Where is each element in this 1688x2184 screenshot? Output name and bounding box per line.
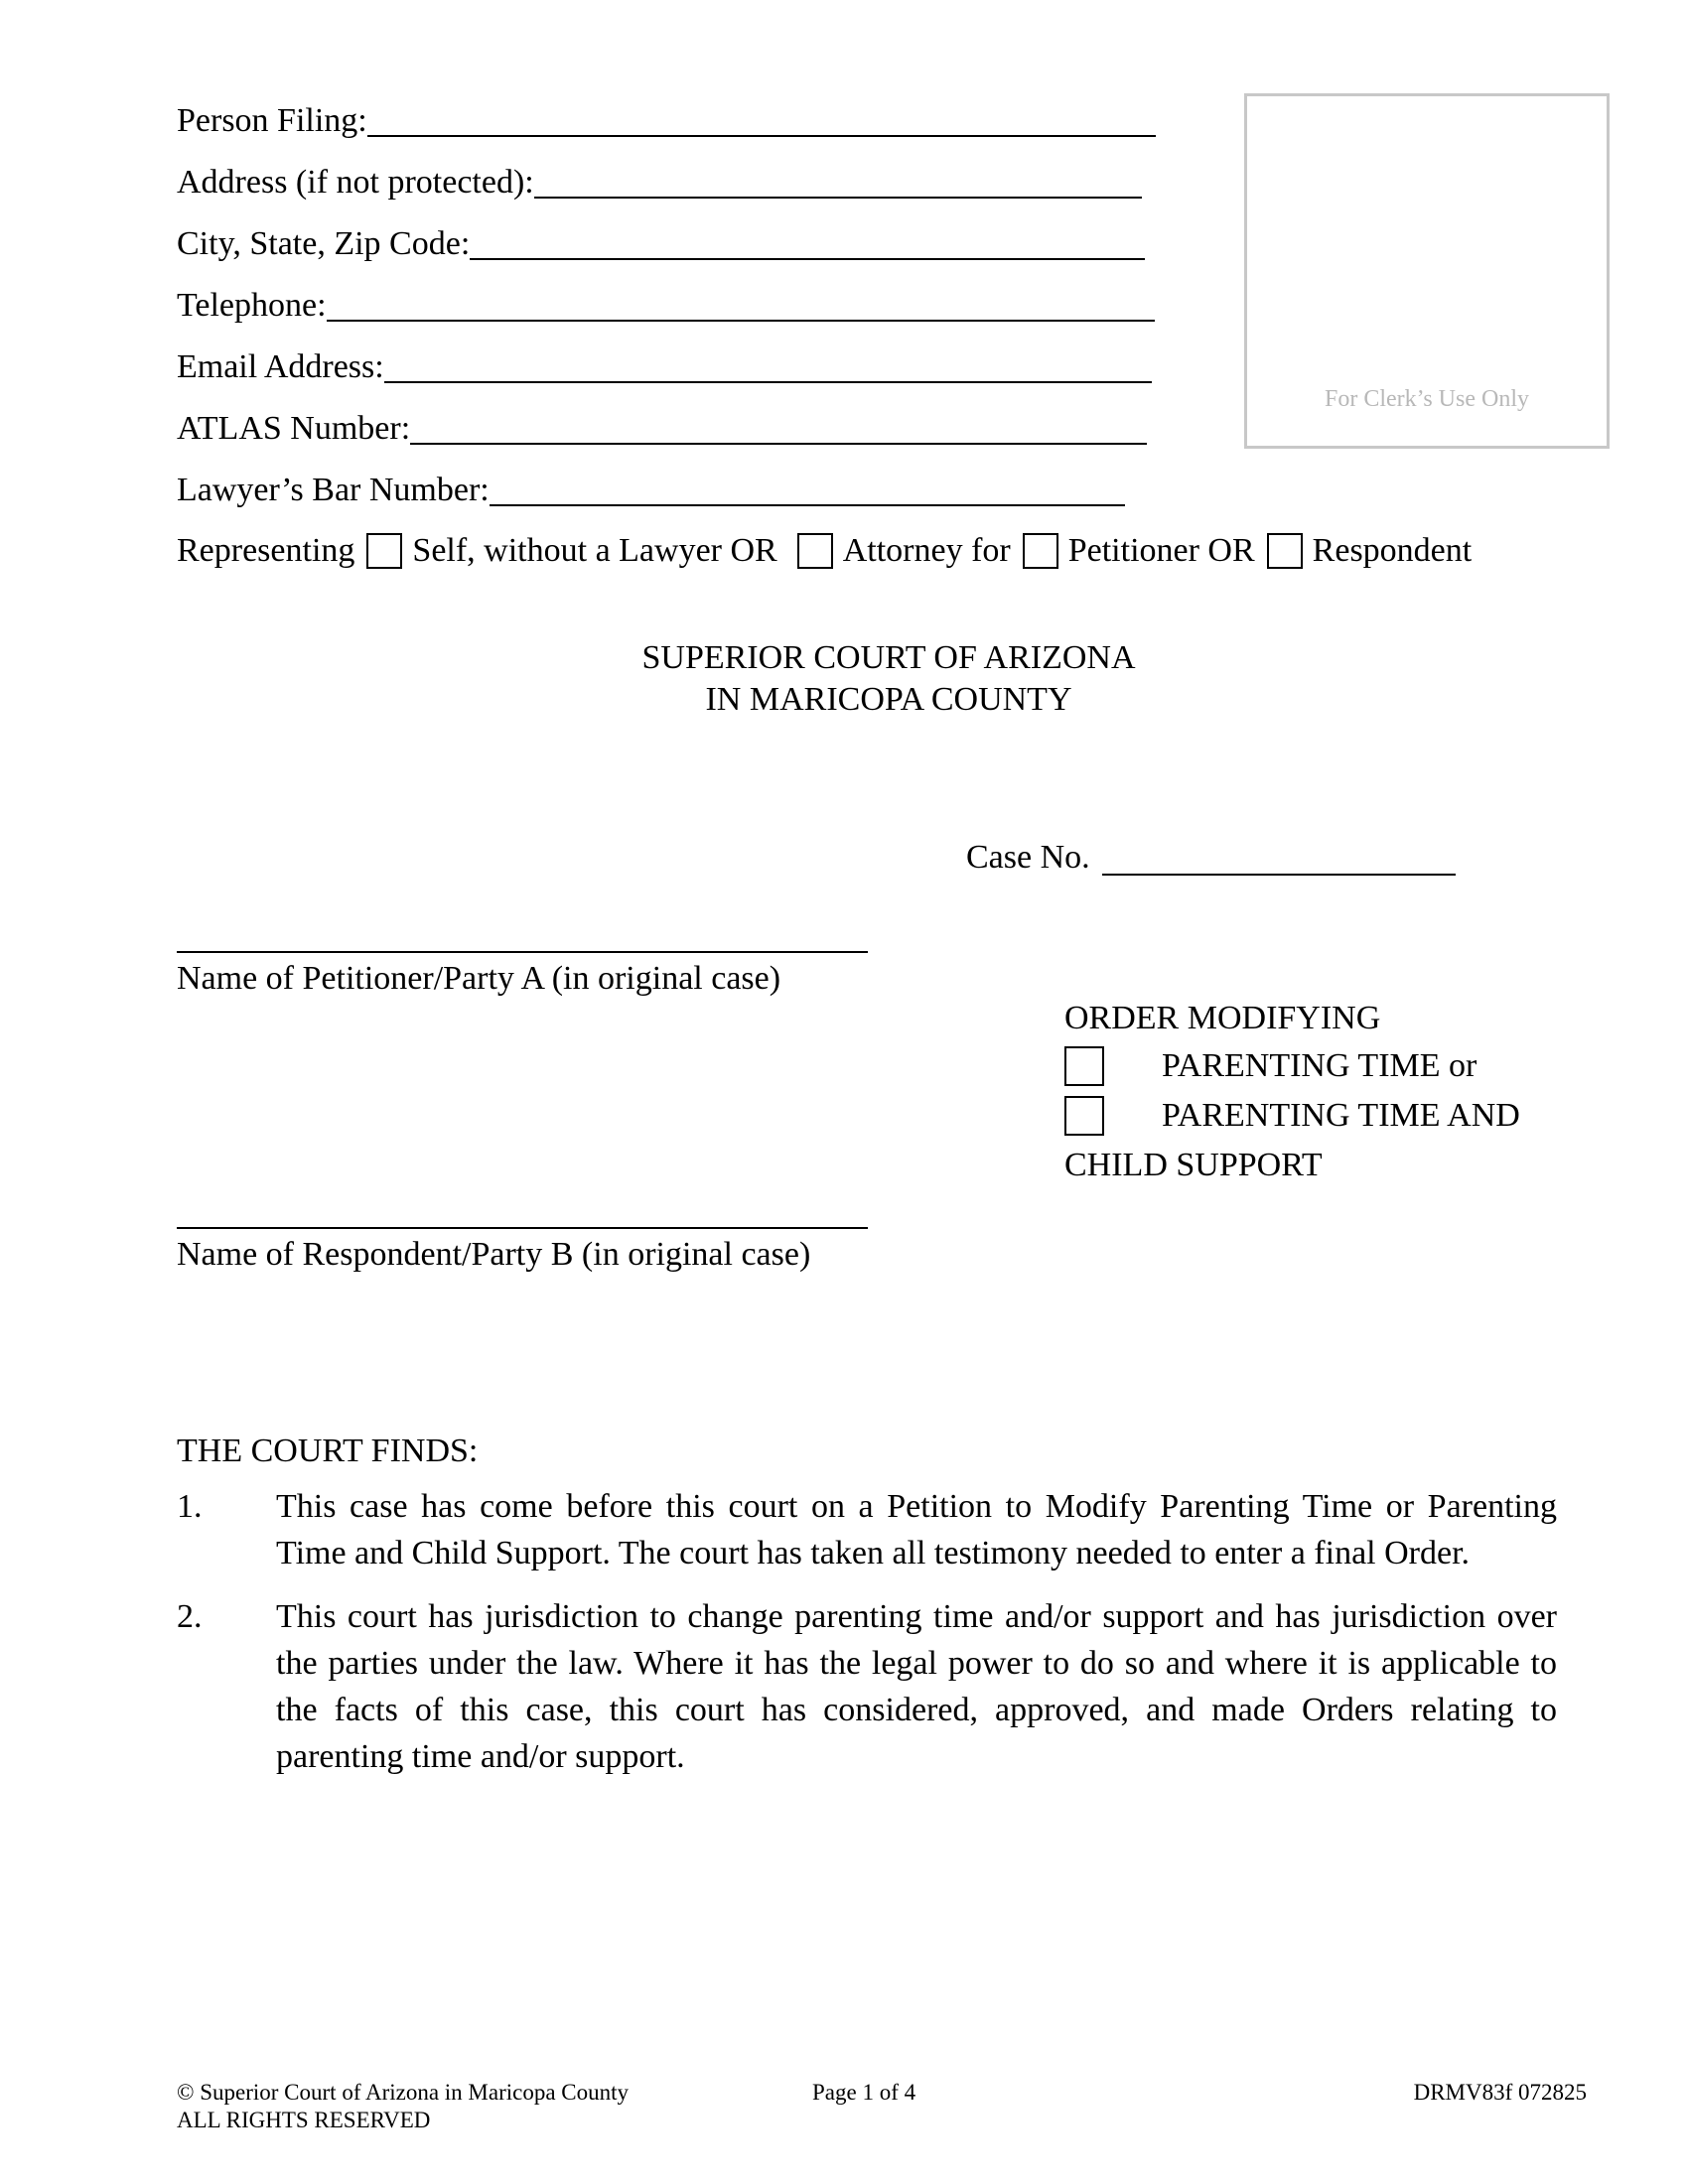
attorney-option-label: Attorney for [842,532,1011,569]
bar-number-input[interactable] [490,471,1125,506]
clerk-use-label: For Clerk’s Use Only [1325,386,1529,412]
city-state-zip-input[interactable] [470,224,1145,260]
court-name-line2: IN MARICOPA COUNTY [705,681,1072,718]
respondent-option-label: Respondent [1312,532,1473,569]
case-number-input[interactable] [1102,840,1456,876]
petitioner-option-label: Petitioner OR [1067,532,1255,569]
bar-number-label: Lawyer’s Bar Number: [177,472,490,508]
self-checkbox[interactable] [366,533,402,569]
finding-text: This court has jurisdiction to change parenting time and/or support and has jurisdiction over the parties under the law. Where it has the legal power to do so and where it is applicable to the facts of this case, this court has considered, approved, and made Orders relating to parenting time and/or support. [276,1598,1557,1775]
city-state-zip-label: City, State, Zip Code: [177,225,471,262]
representing-row [177,529,1472,573]
parenting-time-label: PARENTING TIME or [1162,1047,1477,1084]
finding-text: This case has come before this court on a Petition to Modify Parenting Time or Parenting Time and Child Support. The court has taken all testimony needed to enter a final Order. [276,1488,1557,1571]
email-field [177,341,1152,387]
atlas-number-field [177,403,1147,449]
address-input[interactable] [534,163,1142,199]
telephone-input[interactable] [327,286,1155,322]
address-field [177,157,1142,203]
footer-left [177,2079,629,2134]
finding-item-1 [177,1483,1557,1576]
person-filing-label: Person Filing: [177,102,367,139]
court-finds-heading: THE COURT FINDS: [177,1433,479,1469]
footer-page-number: Page 1 of 4 [812,2080,916,2105]
petitioner-checkbox[interactable] [1023,533,1058,569]
footer-form-code: DRMV83f 072825 [1413,2080,1587,2105]
self-option-label: Self, without a Lawyer OR [412,532,777,569]
address-label: Address (if not protected): [177,164,534,201]
representing-label: Representing [177,532,355,569]
respondent-checkbox[interactable] [1267,533,1303,569]
finding-number: 2. [177,1598,203,1635]
finding-number: 1. [177,1488,203,1525]
atlas-number-input[interactable] [410,409,1147,445]
case-number-field [966,836,1456,880]
telephone-label: Telephone: [177,287,327,324]
order-option-parenting-and-support [1064,1096,1520,1136]
footer-copyright: © Superior Court of Arizona in Maricopa County [177,2080,630,2105]
telephone-field [177,280,1155,326]
case-number-label: Case No. [966,839,1090,876]
order-option-parenting-time [1064,1046,1477,1086]
order-title: ORDER MODIFYING [1064,1000,1381,1036]
footer-rights: ALL RIGHTS RESERVED [177,2108,431,2132]
order-child-support-line: CHILD SUPPORT [1064,1147,1323,1183]
clerk-use-box [1244,93,1610,449]
person-filing-input[interactable] [367,101,1156,137]
petitioner-name-line[interactable] [177,951,868,953]
parenting-time-checkbox[interactable] [1064,1046,1104,1086]
respondent-label: Name of Respondent/Party B (in original case) [177,1236,811,1273]
respondent-name-line[interactable] [177,1227,868,1229]
finding-item-2 [177,1593,1557,1780]
email-input[interactable] [384,347,1152,383]
atlas-number-label: ATLAS Number: [177,410,411,447]
city-state-zip-field [177,218,1145,264]
bar-number-field [177,465,1125,510]
court-name-line1: SUPERIOR COURT OF ARIZONA [641,639,1136,676]
parenting-and-support-label: PARENTING TIME AND [1162,1097,1520,1134]
email-label: Email Address: [177,348,384,385]
parenting-and-support-checkbox[interactable] [1064,1096,1104,1136]
attorney-checkbox[interactable] [797,533,833,569]
person-filing-field [177,95,1156,141]
petitioner-label: Name of Petitioner/Party A (in original case) [177,960,781,997]
